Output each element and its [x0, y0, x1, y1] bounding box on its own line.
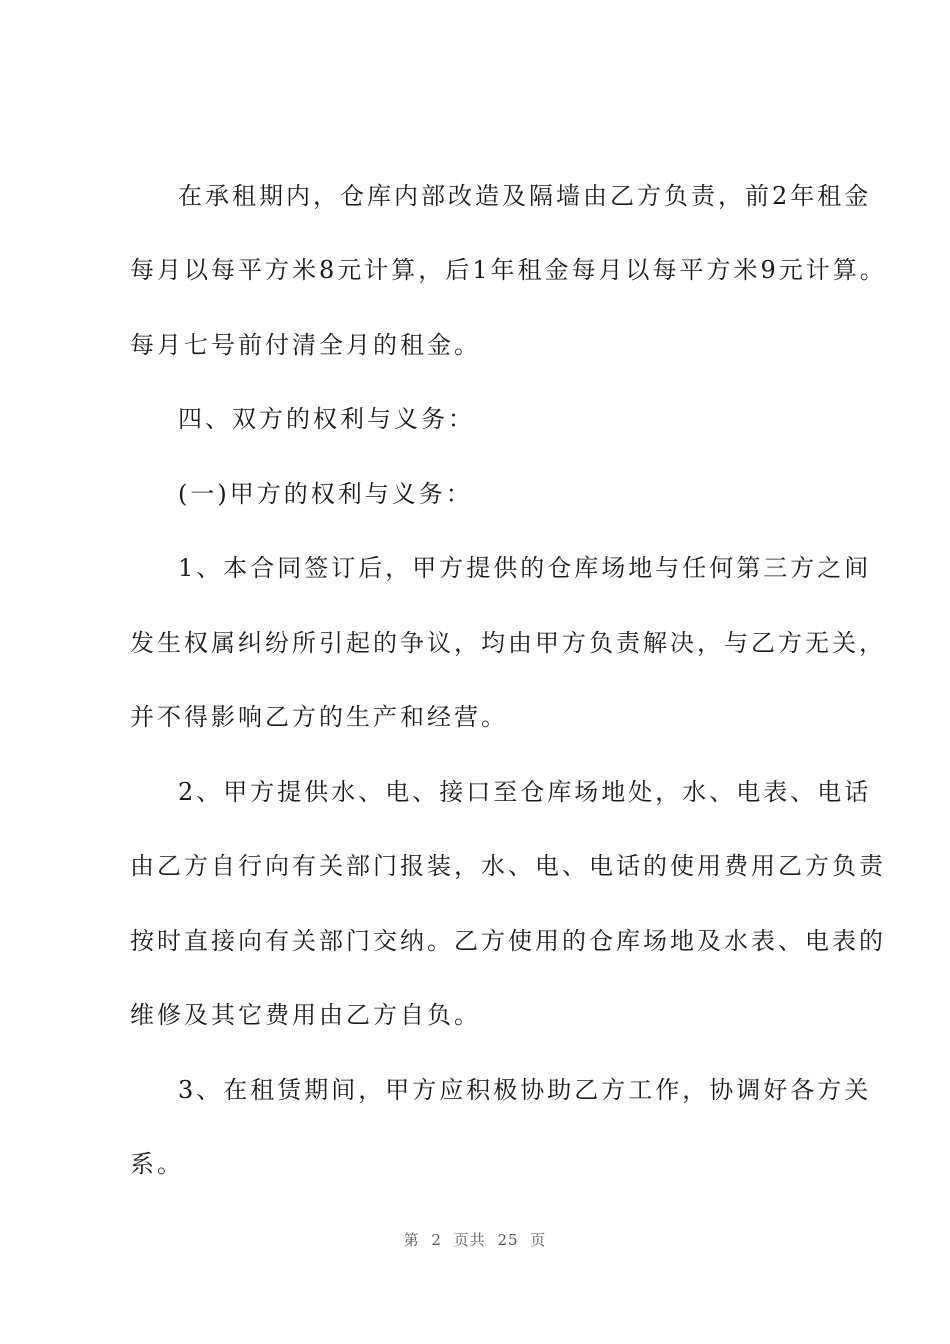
paragraph-line: 在承租期内，仓库内部改造及隔墙由乙方负责，前2年租金 [178, 182, 872, 210]
subsection-heading: (一)甲方的权利与义务： [178, 480, 473, 508]
paragraph-line: 3、在租赁期间，甲方应积极协助乙方工作，协调好各方关 [178, 1076, 872, 1104]
paragraph-line: 2、甲方提供水、电、接口至仓库场地处，水、电表、电话 [178, 778, 872, 806]
paragraph-line: 系。 [130, 1150, 184, 1178]
page-number-footer: 第 2 页共 25 页 [403, 1231, 547, 1249]
paragraph-line: 由乙方自行向有关部门报装，水、电、电话的使用费用乙方负责 [130, 852, 886, 880]
section-heading: 四、双方的权利与义务： [178, 405, 475, 433]
paragraph-line: 1、本合同签订后，甲方提供的仓库场地与任何第三方之间 [178, 554, 872, 582]
paragraph-line: 每月以每平方米8元计算，后1年租金每月以每平方米9元计算。 [130, 256, 887, 284]
paragraph-line: 每月七号前付清全月的租金。 [130, 331, 481, 359]
paragraph-line: 并不得影响乙方的生产和经营。 [130, 703, 508, 731]
paragraph-line: 按时直接向有关部门交纳。乙方使用的仓库场地及水表、电表的 [130, 927, 886, 955]
paragraph-line: 维修及其它费用由乙方自负。 [130, 1001, 481, 1029]
paragraph-line: 发生权属纠纷所引起的争议，均由甲方负责解决，与乙方无关， [130, 629, 886, 657]
